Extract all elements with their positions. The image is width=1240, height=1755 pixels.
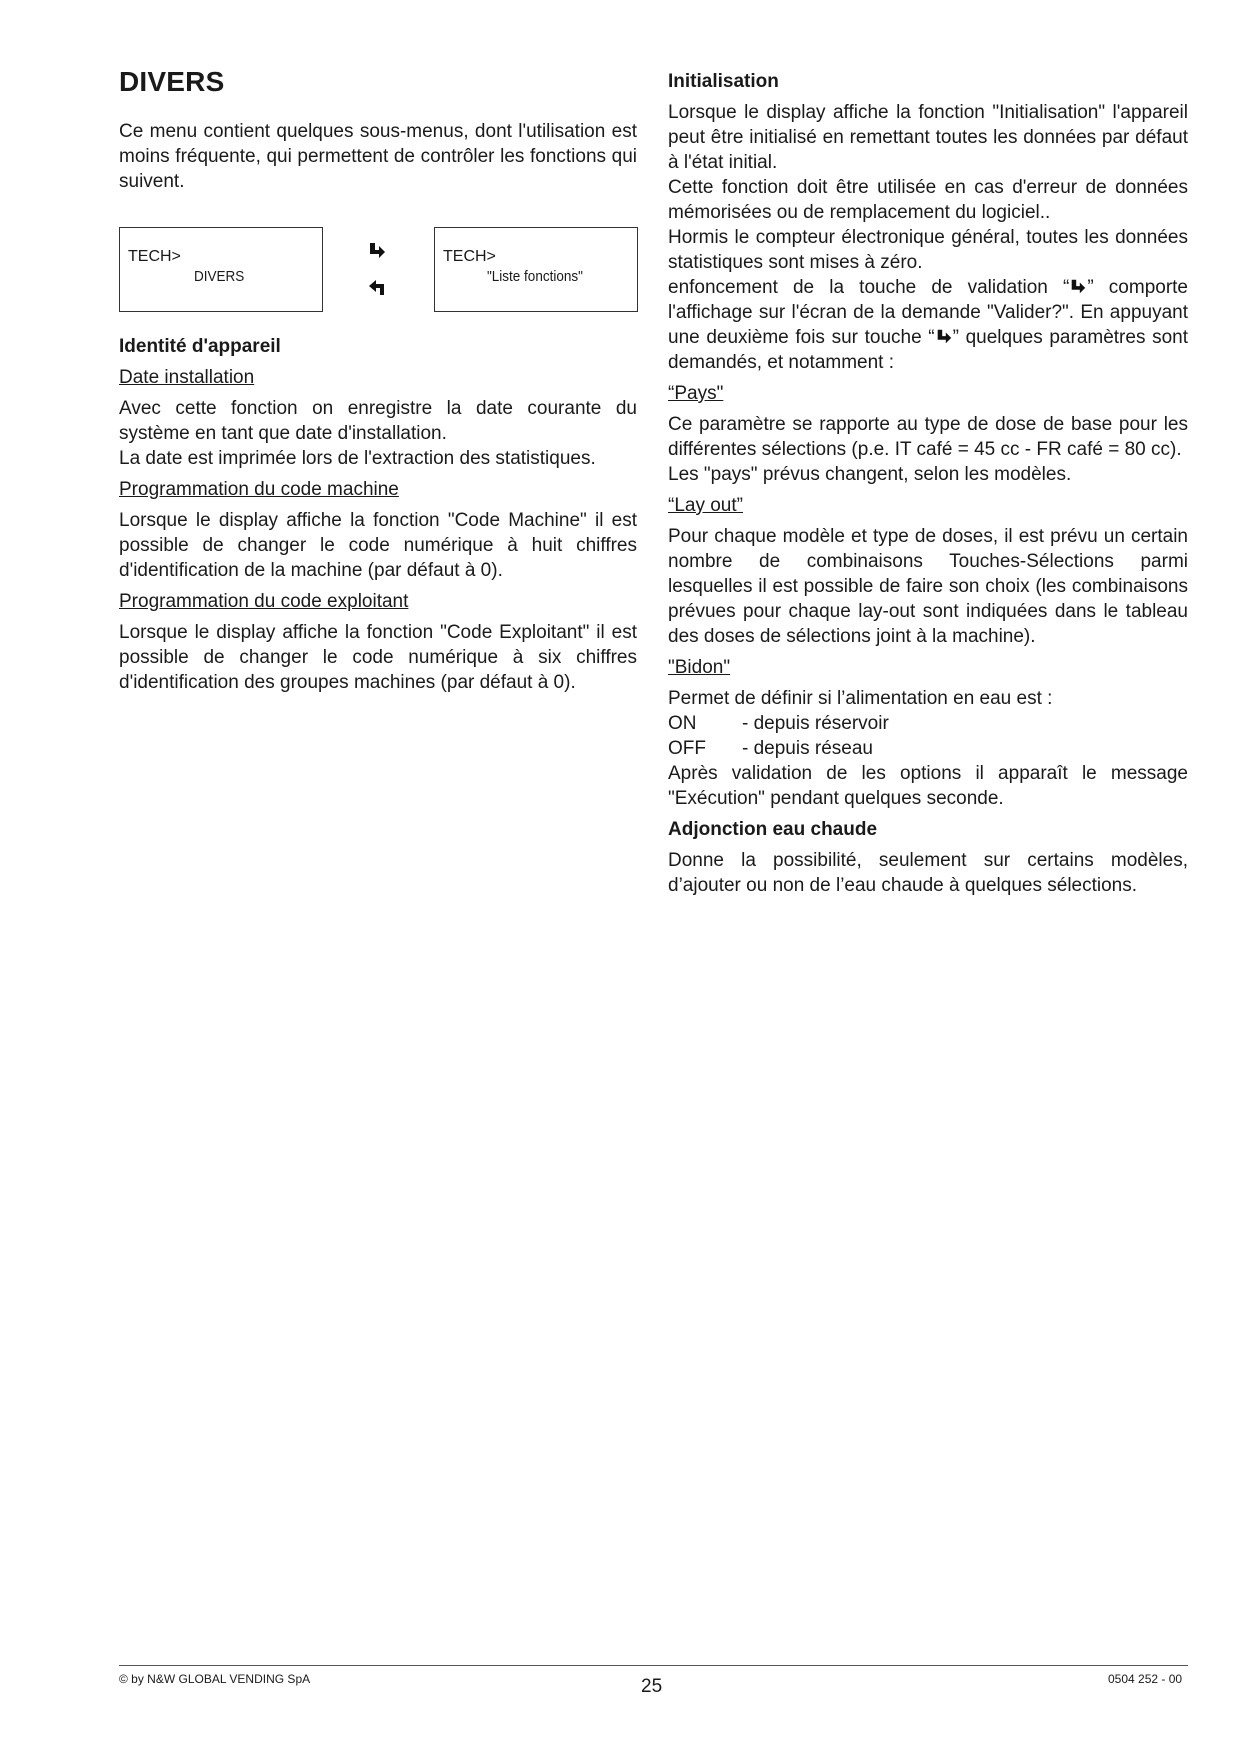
right-column	[668, 69, 1188, 898]
pays-text-1: Ce paramètre se rapporte au type de dose de base pour les différentes sélections (p.e. IT café = 45 cc - FR café = 80 cc).	[668, 414, 1188, 460]
code-machine-title: Programmation du code machine	[119, 479, 399, 500]
option-off	[668, 736, 1188, 761]
left-column-body	[119, 334, 637, 695]
option-on	[668, 711, 1188, 736]
layout-title: “Lay out”	[668, 495, 743, 516]
bidon-title: "Bidon"	[668, 657, 731, 678]
option-off-value: - depuis réseau	[742, 738, 873, 759]
enter-key-icon	[1069, 278, 1087, 296]
enter-key-icon-2	[935, 328, 953, 346]
init-text-4	[668, 275, 1188, 375]
intro-text: Ce menu contient quelques sous-menus, dont l'utilisation est moins fréquente, qui permettent de contrôler les fonctions qui suivent.	[119, 121, 637, 192]
page-number: 25	[641, 1676, 663, 1697]
init-text-4b: ” comporte l'affichage sur l'écran de la demande "Valider?". En appuyant une deuxième fois sur touche “	[668, 277, 1189, 348]
init-text-3: Hormis le compteur électronique général, toutes les données statistiques sont mises à zéro.	[668, 227, 1188, 273]
option-on-value: - depuis réservoir	[742, 713, 889, 734]
adjonction-text: Donne la possibilité, seulement sur certains modèles, d’ajouter ou non de l’eau chaude à quelques sélections.	[668, 850, 1188, 896]
footer-divider	[119, 1665, 1188, 1666]
date-install-text-2: La date est imprimée lors de l'extraction des statistiques.	[119, 448, 596, 469]
enter-arrow-icon	[367, 241, 387, 261]
code-exploitant-text: Lorsque le display affiche la fonction "Code Exploitant" il est possible de changer le code numérique à six chiffres d'identification des groupes machines (par défaut à 0).	[119, 622, 637, 693]
date-install-text: Avec cette fonction on enregistre la date courante du système en tant que date d'installation.	[119, 398, 637, 444]
pays-text-2: Les "pays" prévus changent, selon les modèles.	[668, 464, 1072, 485]
bidon-text: Permet de définir si l’alimentation en eau est :	[668, 688, 1053, 709]
code-exploitant-title: Programmation du code exploitant	[119, 591, 409, 612]
adjonction-heading: Adjonction eau chaude	[668, 819, 878, 840]
display-divers	[119, 227, 323, 312]
date-install-title: Date installation	[119, 367, 255, 388]
init-text-2: Cette fonction doit être utilisée en cas d'erreur de données mémorisées ou de remplacement du logiciel..	[668, 177, 1188, 223]
init-text-1: Lorsque le display affiche la fonction "Initialisation" l'appareil peut être initialisé en remettant toutes les données par défaut à l'état initial.	[668, 102, 1188, 173]
display-left-line1: TECH>	[128, 248, 181, 265]
display-right-line1: TECH>	[443, 248, 496, 265]
init-heading: Initialisation	[668, 71, 779, 92]
footer-copyright: © by N&W GLOBAL VENDING SpA	[119, 1672, 311, 1686]
apres-text: Après validation de les options il apparaît le message "Exécution" pendant quelques seconde.	[668, 763, 1188, 809]
pays-title: “Pays"	[668, 383, 724, 404]
page-title: DIVERS	[119, 66, 225, 97]
init-text-4c: ” quelques paramètres sont demandés, et notamment :	[668, 327, 1189, 373]
back-arrow-icon	[367, 277, 387, 297]
display-left-line2: DIVERS	[194, 268, 245, 285]
code-machine-text: Lorsque le display affiche la fonction "Code Machine" il est possible de changer le code numérique à huit chiffres d'identification de la machine (par défaut à 0).	[119, 510, 637, 581]
option-on-key: ON	[668, 713, 697, 734]
doc-code: 0504 252 - 00	[1108, 1672, 1183, 1686]
init-text-4a: enfoncement de la touche de validation “	[668, 277, 1070, 298]
display-right-line2: "Liste fonctions"	[487, 268, 583, 285]
display-liste-fonctions	[434, 227, 638, 312]
layout-text: Pour chaque modèle et type de doses, il est prévu un certain nombre de combinaisons Touches-Sélections parmi lesquelles il est possible de faire son choix (les combinaisons prévues pour chaque lay-out sont indiquées dans le tableau des doses de sélections joint à la machine).	[668, 526, 1188, 647]
identite-heading: Identité d'appareil	[119, 336, 281, 357]
option-off-key: OFF	[668, 738, 706, 759]
